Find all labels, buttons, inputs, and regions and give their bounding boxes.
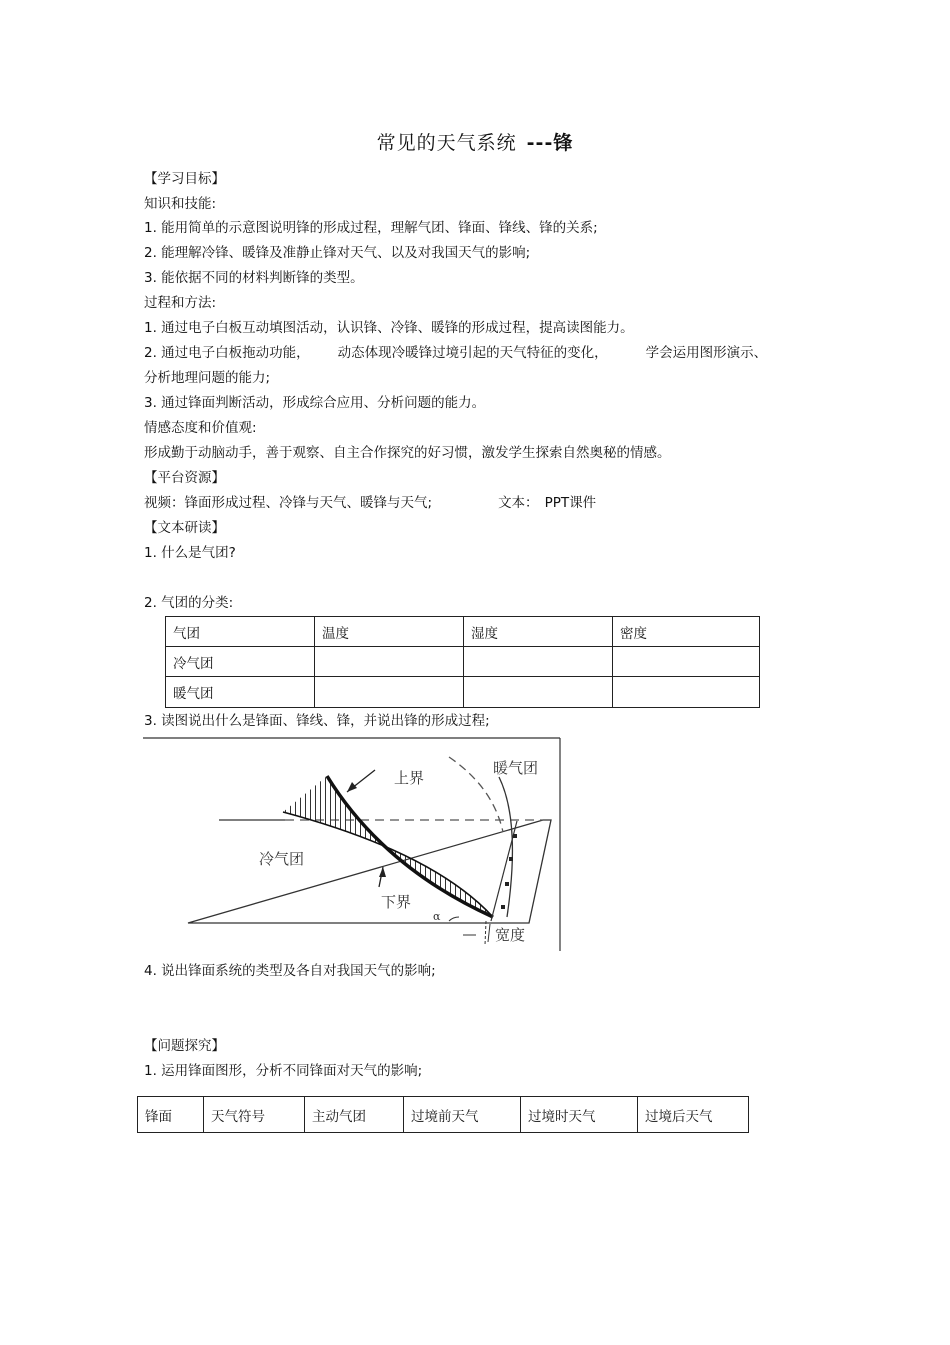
table-header-row	[166, 617, 760, 647]
label-alpha: α	[433, 910, 441, 923]
process-item-2-part-c: 学会运用图形演示、	[645, 345, 768, 361]
air-mass-table	[165, 616, 760, 708]
front-marker	[505, 882, 509, 886]
label-lower-boundary: 下界	[381, 893, 412, 911]
angle-arc	[449, 917, 459, 921]
resources-header: 【平台资源】	[144, 470, 225, 486]
question-1: 1. 什么是气团?	[144, 545, 236, 561]
width-guide	[488, 924, 490, 942]
table-header-cell: 锋面	[138, 1097, 204, 1133]
title-separator: ---锋	[526, 132, 574, 154]
table-cell: 冷气团	[166, 647, 315, 677]
attitude-item-1: 形成勤于动脑动手，善于观察、自主合作探究的好习惯，激发学生探索自然奥秘的情感。	[144, 445, 671, 461]
table-header-cell: 过境前天气	[404, 1097, 521, 1133]
explore-header: 【问题探究】	[144, 1038, 225, 1054]
table-cell	[464, 677, 613, 708]
table-cell	[315, 647, 464, 677]
front-marker	[501, 905, 505, 909]
lower-arrow-head	[379, 867, 386, 877]
process-item-1: 1. 通过电子白板互动填图活动，认识锋、冷锋、暖锋的形成过程，提高读图能力。	[144, 320, 634, 336]
table-cell	[613, 647, 760, 677]
knowledge-item-1: 1. 能用简单的示意图说明锋的形成过程，理解气团、锋面、锋线、锋的关系;	[144, 220, 598, 236]
front-marker	[509, 857, 513, 861]
question-2: 2. 气团的分类:	[144, 595, 234, 611]
knowledge-header: 知识和技能:	[144, 196, 217, 212]
label-cold-air-mass: 冷气团	[259, 850, 305, 868]
label-warm-air-mass: 暖气团	[493, 759, 539, 777]
page-title	[0, 128, 950, 155]
resources-item	[144, 494, 596, 512]
upper-arrow-head	[347, 782, 357, 792]
table-header-cell: 过境后天气	[638, 1097, 749, 1133]
title-main: 常见的天气系统	[376, 132, 517, 154]
goals-header: 【学习目标】	[144, 171, 225, 187]
table-cell: 暖气团	[166, 677, 315, 708]
resources-text-label: 文本：	[498, 495, 539, 511]
explore-item-1: 1. 运用锋面图形，分析不同锋面对天气的影响;	[144, 1063, 423, 1079]
table-cell	[464, 647, 613, 677]
question-3: 3. 读图说出什么是锋面、锋线、锋，并说出锋的形成过程;	[144, 713, 490, 729]
study-header: 【文本研读】	[144, 520, 225, 536]
label-upper-boundary: 上界	[394, 769, 425, 787]
table-row	[166, 677, 760, 708]
label-width: 宽度	[495, 926, 526, 944]
knowledge-item-3: 3. 能依据不同的材料判断锋的类型。	[144, 270, 364, 286]
process-item-3: 3. 通过锋面判断活动，形成综合应用、分析问题的能力。	[144, 395, 486, 411]
table-header-cell: 湿度	[464, 617, 613, 647]
width-guide-dashed	[485, 921, 486, 945]
table-cell	[613, 677, 760, 708]
table-header-row	[138, 1097, 749, 1133]
table-header-cell: 密度	[613, 617, 760, 647]
process-item-2	[144, 344, 767, 362]
table-header-cell: 过境时天气	[521, 1097, 638, 1133]
table-header-cell: 气团	[166, 617, 315, 647]
front-weather-table	[137, 1096, 749, 1133]
process-item-2-part-a: 2. 通过电子白板拖动功能，	[144, 345, 310, 361]
resources-video: 视频：锋面形成过程、冷锋与天气、暖锋与天气;	[144, 495, 433, 511]
process-item-2-cont: 分析地理问题的能力;	[144, 370, 271, 386]
process-item-2-part-b: 动态体现冷暖锋过境引起的天气特征的变化，	[337, 345, 608, 361]
table-header-cell: 主动气团	[305, 1097, 404, 1133]
front-diagram	[143, 737, 563, 952]
resources-ppt: PPT课件	[544, 495, 597, 511]
question-4: 4. 说出锋面系统的类型及各自对我国天气的影响;	[144, 963, 436, 979]
attitude-header: 情感态度和价值观:	[144, 420, 257, 436]
front-marker	[513, 834, 517, 838]
table-header-cell: 天气符号	[204, 1097, 305, 1133]
process-header: 过程和方法:	[144, 295, 217, 311]
table-cell	[315, 677, 464, 708]
knowledge-item-2: 2. 能理解冷锋、暖锋及准静止锋对天气、以及对我国天气的影响;	[144, 245, 531, 261]
table-row	[166, 647, 760, 677]
table-header-cell: 温度	[315, 617, 464, 647]
